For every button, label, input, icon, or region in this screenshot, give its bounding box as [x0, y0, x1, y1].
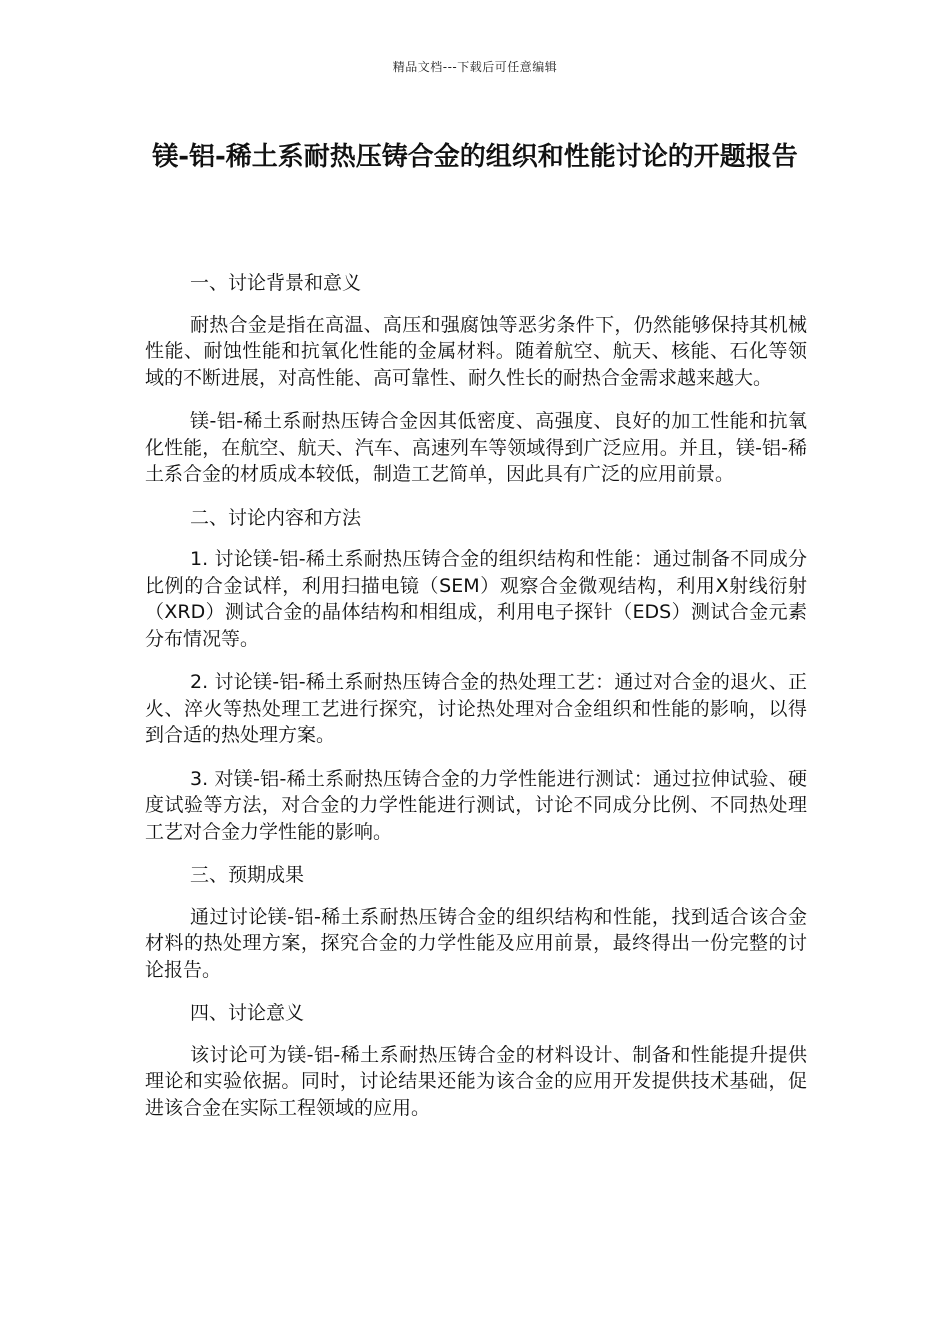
- paragraph: 通过讨论镁-铝-稀土系耐热压铸合金的组织结构和性能，找到适合该合金材料的热处理方案，探究合金的力学性能及应用前景，最终得出一份完整的讨论报告。: [145, 905, 807, 981]
- paragraph: 该讨论可为镁-铝-稀土系耐热压铸合金的材料设计、制备和性能提升提供理论和实验依据。同时，讨论结果还能为该合金的应用开发提供技术基础，促进该合金在实际工程领域的应用。: [145, 1043, 807, 1119]
- section-heading-significance: 四、讨论意义: [190, 1002, 305, 1024]
- section-heading-content-methods: 二、讨论内容和方法: [190, 506, 362, 529]
- section-heading-background: 一、讨论背景和意义: [190, 272, 362, 294]
- section-heading-expected-results: 三、预期成果: [190, 864, 305, 886]
- paragraph: 1. 讨论镁-铝-稀土系耐热压铸合金的组织结构和性能：通过制备不同成分比例的合金试样，利用扫描电镜（SEM）观察合金微观结构，利用X射线衍射（XRD）测试合金的晶体结构和相组成，利用电子探针（EDS）测试合金元素分布情况等。: [145, 548, 807, 650]
- document-body: [145, 270, 807, 1138]
- document-title: 镁-铝-稀土系耐热压铸合金的组织和性能讨论的开题报告: [152, 142, 798, 172]
- paragraph: 2. 讨论镁-铝-稀土系耐热压铸合金的热处理工艺：通过对合金的退火、正火、淬火等热处理工艺进行探究，讨论热处理对合金组织和性能的影响，以得到合适的热处理方案。: [145, 671, 807, 746]
- paragraph: 耐热合金是指在高温、高压和强腐蚀等恶劣条件下，仍然能够保持其机械性能、耐蚀性能和抗氧化性能的金属材料。随着航空、航天、核能、石化等领域的不断进展，对高性能、高可靠性、耐久性长的耐热合金需求越来越大。: [145, 313, 807, 389]
- paragraph: 镁-铝-稀土系耐热压铸合金因其低密度、高强度、良好的加工性能和抗氧化性能，在航空、航天、汽车、高速列车等领域得到广泛应用。并且，镁-铝-稀土系合金的材质成本较低，制造工艺简单，因此具有广泛的应用前景。: [145, 410, 807, 485]
- header-note: 精品文档---下载后可任意编辑: [392, 60, 558, 74]
- paragraph: 3. 对镁-铝-稀土系耐热压铸合金的力学性能进行测试：通过拉伸试验、硬度试验等方法，对合金的力学性能进行测试，讨论不同成分比例、不同热处理工艺对合金力学性能的影响。: [145, 767, 807, 843]
